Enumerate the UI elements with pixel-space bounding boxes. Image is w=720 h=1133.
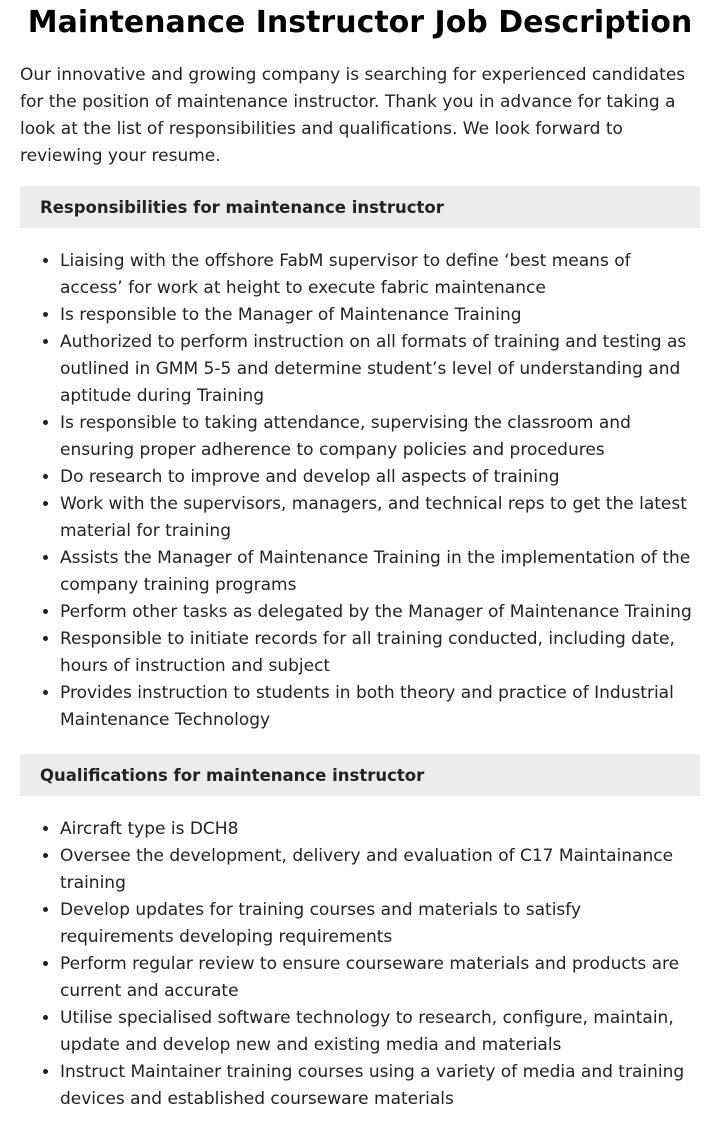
- list-item: • Responsible to initiate records for all training conducted, including date, hours of instruction and subject: [60, 626, 700, 680]
- list-item: • Do research to improve and develop all aspects of training: [60, 464, 700, 491]
- list-item: • Aircraft type is DCH8: [60, 816, 700, 843]
- list-item: • Work with the supervisors, managers, and technical reps to get the latest material for training: [60, 491, 700, 545]
- list-item: • Perform other tasks as delegated by the Manager of Maintenance Training: [60, 599, 700, 626]
- intro-paragraph: Our innovative and growing company is searching for experienced candidates for the position of maintenance instructor. Thank you in advance for taking a look at the list of responsibilities and qualifications. We look forward to reviewing your resume.: [20, 65, 686, 166]
- list-item: • Perform regular review to ensure courseware materials and products are current and accurate: [60, 951, 700, 1005]
- responsibilities-heading: Responsibilities for maintenance instructor: [20, 186, 700, 228]
- list-item: • Assists the Manager of Maintenance Training in the implementation of the company training programs: [60, 545, 700, 599]
- qualifications-heading: Qualifications for maintenance instructor: [20, 754, 700, 796]
- list-item: • Liaising with the offshore FabM supervisor to define ‘best means of access’ for work at height to execute fabric maintenance: [60, 248, 700, 302]
- page-title: Maintenance Instructor Job Description: [27, 5, 693, 40]
- list-item: • Oversee the development, delivery and evaluation of C17 Maintainance training: [60, 843, 700, 897]
- list-item: • Authorized to perform instruction on all formats of training and testing as outlined in GMM 5-5 and determine student’s level of understanding and aptitude during Training: [60, 329, 700, 410]
- qualifications-list: [20, 816, 700, 1113]
- list-item: • Utilise specialised software technology to research, configure, maintain, update and develop new and existing media and materials: [60, 1005, 700, 1059]
- responsibilities-list: [20, 248, 700, 734]
- list-item: • Is responsible to taking attendance, supervising the classroom and ensuring proper adherence to company policies and procedures: [60, 410, 700, 464]
- list-item: • Is responsible to the Manager of Maintenance Training: [60, 302, 700, 329]
- list-item: • Develop updates for training courses and materials to satisfy requirements developing requirements: [60, 897, 700, 951]
- list-item: • Instruct Maintainer training courses using a variety of media and training devices and established courseware materials: [60, 1059, 700, 1113]
- list-item: • Provides instruction to students in both theory and practice of Industrial Maintenance Technology: [60, 680, 700, 734]
